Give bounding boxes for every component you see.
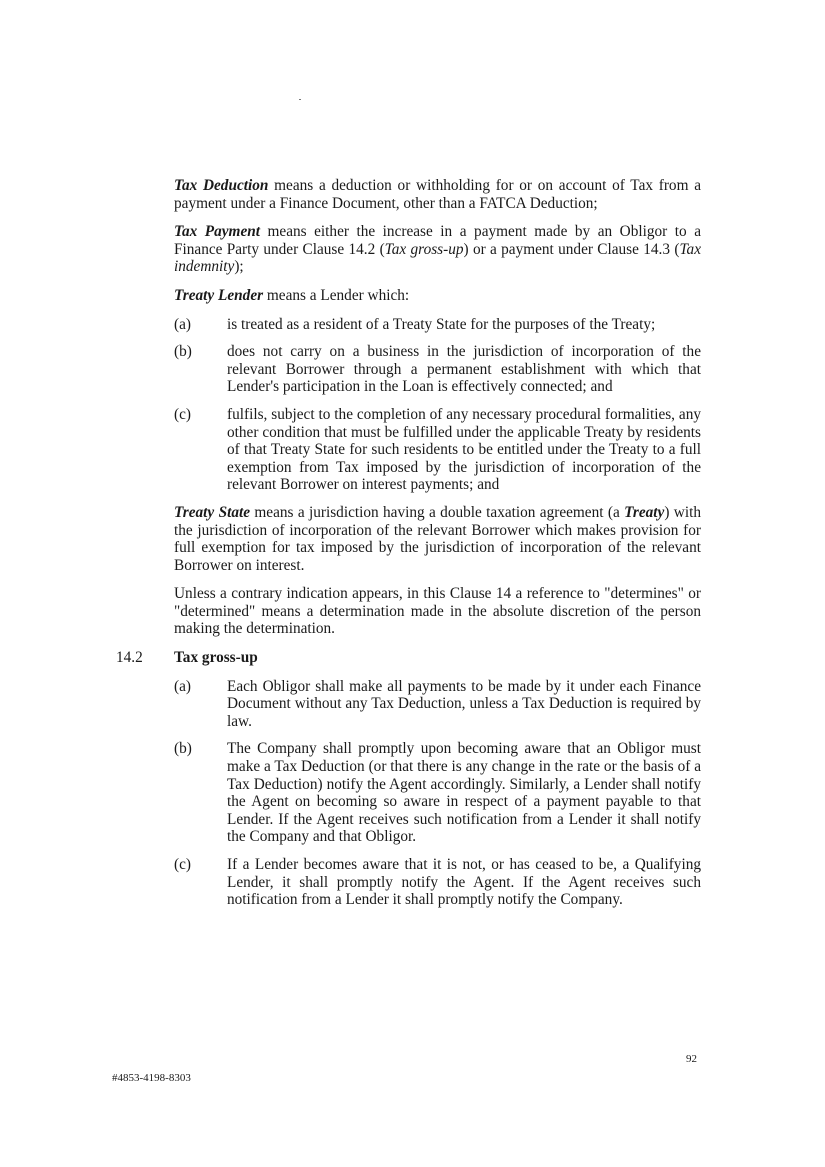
term-treaty: Treaty: [624, 503, 665, 521]
list-item: [174, 740, 701, 846]
stray-mark: [299, 99, 301, 100]
definition-text: means a deduction or withholding for or on account of Tax from a payment under a Finance Document, other than a FATCA Deduction;: [174, 177, 702, 212]
item-text: If a Lender becomes aware that it is not, or has ceased to be, a Qualifying Lender, it shall promptly notify the Agent. If the Agent receives such notification from a Lender it shall promptly notify the Company.: [227, 856, 701, 909]
item-label: (b): [174, 740, 192, 758]
definition-text: ) with the jurisdiction of incorporation of the relevant Borrower which makes provision for full exemption for tax imposed by the jurisdiction of incorporation of the relevant Borrower on interest.: [174, 503, 701, 574]
definition-text: ) or a payment under Clause 14.3 (: [463, 240, 680, 258]
list-item: [174, 343, 701, 396]
item-text: does not carry on a business in the jurisdiction of incorporation of the relevant Borrower through a permanent establishment with which that Lender's participation in the Loan is effectively connected; and: [227, 343, 701, 396]
page-content: [116, 177, 702, 919]
item-text: is treated as a resident of a Treaty State for the purposes of the Treaty;: [227, 315, 656, 333]
page-number: 92: [686, 1053, 697, 1065]
clause-reference: Tax indemnity: [174, 240, 701, 276]
clause-heading: [116, 649, 701, 667]
term-treaty-lender: Treaty Lender: [174, 286, 264, 304]
list-item: [174, 856, 701, 909]
term-tax-payment: Tax Payment: [174, 223, 260, 241]
term-tax-deduction: Tax Deduction: [174, 177, 269, 194]
list-item: [174, 406, 701, 494]
item-text: Each Obligor shall make all payments to be made by it under each Finance Document without any Tax Deduction, unless a Tax Deduction is required by law.: [227, 677, 701, 730]
item-label: (a): [174, 315, 191, 333]
interpretation-paragraph: Unless a contrary indication appears, in this Clause 14 a reference to "determines" or "determined" means a determination made in the absolute discretion of the person making the determination.: [174, 585, 701, 638]
document-reference: #4853-4198-8303: [112, 1072, 191, 1084]
list-item: [174, 678, 701, 731]
definition-treaty-lender: [174, 287, 701, 305]
term-treaty-state: Treaty State: [174, 503, 251, 521]
item-label: (a): [174, 677, 191, 695]
list-item: [174, 316, 701, 334]
clause-number: 14.2: [116, 649, 143, 667]
item-label: (b): [174, 343, 192, 361]
clause-title: Tax gross-up: [174, 649, 258, 667]
definition-treaty-state: [174, 504, 701, 574]
definition-text: means either the increase in a payment made by an Obligor to a Finance Party under Clause 14.2 (: [174, 223, 701, 258]
item-label: (c): [174, 405, 191, 423]
clause-reference: Tax gross-up: [384, 240, 464, 258]
definition-text: means a jurisdiction having a double taxation agreement (a: [250, 503, 625, 521]
definition-text: );: [234, 258, 244, 276]
definition-tax-deduction: [174, 177, 701, 212]
definition-text: means a Lender which:: [263, 286, 410, 304]
definition-tax-payment: [174, 223, 701, 276]
item-text: fulfils, subject to the completion of any necessary procedural formalities, any other condition that must be fulfilled under the applicable Treaty by residents of that Treaty State for such residents to be entitled under the Treaty to a full exemption from Tax imposed by the jurisdiction of incorporation of the relevant Borrower on interest payments; and: [227, 405, 701, 494]
item-text: The Company shall promptly upon becoming aware that an Obligor must make a Tax Deduction (or that there is any change in the rate or the basis of a Tax Deduction) notify the Agent accordingly. Similarly, a Lender shall notify the Agent on becoming so aware in respect of a payment payable to that Lender. If the Agent receives such notification from a Lender it shall notify the Company and that Obligor.: [227, 740, 701, 846]
item-label: (c): [174, 856, 191, 873]
